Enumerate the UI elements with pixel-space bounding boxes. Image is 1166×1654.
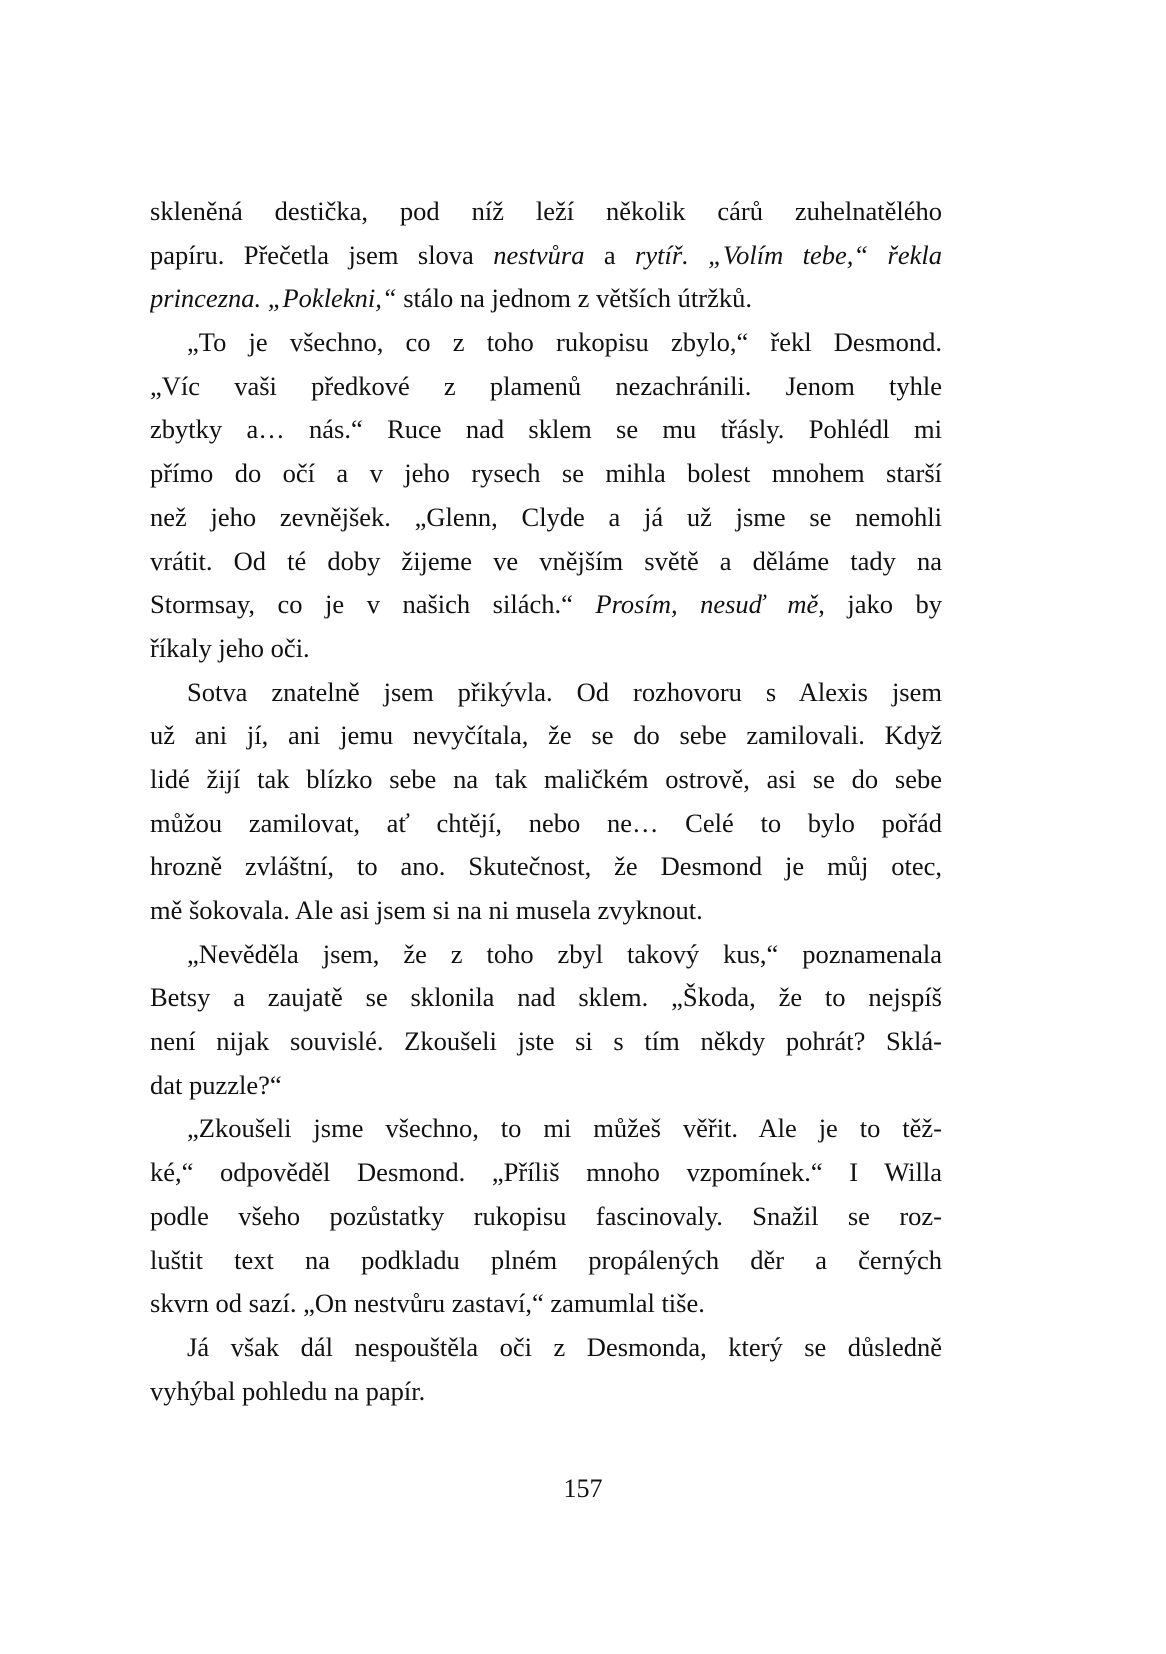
text-segment: skvrn od sazí. „On nestvůru zastaví,“ zamumlal tiše. (150, 1288, 705, 1319)
text-line (150, 190, 942, 234)
text-segment: než jeho zevnějšek. „Glenn, Clyde a já už jsme se nemohli (150, 501, 942, 532)
text-segment: vrátit. Od té doby žijeme ve vnějším světě a děláme tady na (150, 545, 942, 576)
text-segment: „Víc vaši předkové z plamenů nezachránili. Jenom tyhle (150, 370, 942, 401)
text-segment: „To je všechno, co z toho rukopisu zbylo,“ řekl Desmond. (187, 327, 942, 358)
text-segment: papíru. Přečetla jsem slova (150, 239, 494, 270)
text-line (150, 321, 942, 365)
text-segment: „Nevěděla jsem, že z toho zbyl takový kus,“ poznamenala (187, 938, 942, 969)
text-line (150, 1107, 942, 1151)
text-segment: hrozně zvláštní, to ano. Skutečnost, že Desmond je můj otec, (150, 851, 942, 882)
text-line (150, 540, 942, 584)
text-line (150, 583, 942, 627)
italic-text: rytíř. „Volím tebe,“ řekla (635, 239, 942, 270)
text-line (150, 452, 942, 496)
text-segment: , jako by (818, 589, 942, 620)
text-segment: přímo do očí a v jeho rysech se mihla bolest mnohem starší (150, 458, 942, 489)
text-segment: mě šokovala. Ale asi jsem si na ni musela zvyknout. (150, 895, 703, 925)
text-line (150, 1370, 942, 1414)
text-segment: můžou zamilovat, ať chtějí, nebo ne… Celé to bylo pořád (150, 807, 942, 838)
text-segment: lidé žijí tak blízko sebe na tak maličkém ostrově, asi se do sebe (150, 763, 942, 794)
text-line (150, 1064, 942, 1108)
text-line (150, 976, 942, 1020)
text-line (150, 365, 942, 409)
italic-text: princezna. „Poklekni,“ (150, 283, 397, 314)
text-segment: „Zkoušeli jsme všechno, to mi můžeš věřit. Ale je to těž- (187, 1113, 942, 1144)
text-segment: zbytky a… nás.“ Ruce nad sklem se mu třásly. Pohlédl mi (150, 414, 942, 445)
text-segment: stálo na jednom z větších útržků. (396, 283, 753, 314)
text-line (150, 889, 942, 933)
text-segment: podle všeho pozůstatky rukopisu fascinovaly. Snažil se roz- (150, 1200, 942, 1231)
text-line (150, 1020, 942, 1064)
text-segment: dat puzzle?“ (150, 1069, 282, 1100)
text-line (150, 671, 942, 715)
text-line (150, 496, 942, 540)
text-segment: říkaly jeho oči. (150, 632, 310, 663)
text-line (150, 845, 942, 889)
text-line (150, 1239, 942, 1283)
text-segment: a (584, 239, 636, 270)
text-segment: už ani jí, ani jemu nevyčítala, že se do sebe zamilovali. Když (150, 720, 942, 751)
text-line (150, 277, 942, 321)
text-segment: skleněná destička, pod níž leží několik cárů zuhelnatělého (150, 196, 942, 226)
text-line (150, 1195, 942, 1239)
text-line (150, 408, 942, 452)
text-line (150, 234, 942, 278)
text-line (150, 714, 942, 758)
page-number: 157 (563, 1474, 603, 1503)
text-segment: Sotva znatelně jsem přikývla. Od rozhovoru s Alexis jsem (187, 676, 942, 707)
body-text (150, 190, 942, 1413)
text-line (150, 933, 942, 977)
text-segment: Betsy a zaujatě se sklonila nad sklem. „Škoda, že to nejspíš (150, 982, 942, 1013)
text-line (150, 1151, 942, 1195)
text-segment: luštit text na podkladu plném propálených děr a černých (150, 1244, 942, 1275)
text-segment: vyhýbal pohledu na papír. (150, 1375, 426, 1406)
text-segment: Stormsay, co je v našich silách.“ (150, 589, 596, 620)
text-line (150, 627, 942, 671)
text-line (150, 1326, 942, 1370)
text-line (150, 802, 942, 846)
text-line (150, 1282, 942, 1326)
italic-text: nestvůra (493, 239, 585, 270)
text-line (150, 758, 942, 802)
text-segment: ké,“ odpověděl Desmond. „Příliš mnoho vzpomínek.“ I Willa (150, 1157, 942, 1188)
text-segment: Já však dál nespouštěla oči z Desmonda, který se důsledně (187, 1331, 942, 1362)
text-segment: není nijak souvislé. Zkoušeli jste si s tím někdy pohrát? Sklá- (150, 1026, 942, 1057)
italic-text: Prosím, nesuď mě (595, 589, 819, 620)
